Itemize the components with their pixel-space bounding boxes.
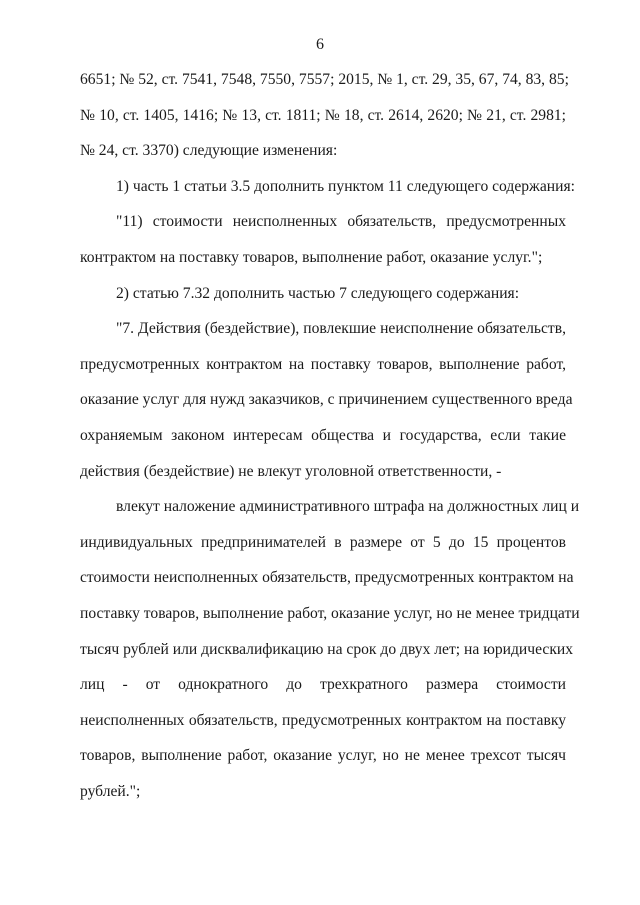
document-line: 6651; № 52, ст. 7541, 7548, 7550, 7557; 2015, № 1, ст. 29, 35, 67, 74, 83, 85; [80, 71, 569, 88]
document-line: предусмотренных контрактом на поставку товаров, выполнение работ, [80, 355, 566, 373]
document-line: тысяч рублей или дисквалификацию на срок до двух лет; на юридических [80, 640, 574, 658]
document-body [80, 68, 580, 815]
document-line: контрактом на поставку товаров, выполнение работ, оказание услуг."; [80, 248, 543, 266]
document-line: № 10, ст. 1405, 1416; № 13, ст. 1811; № 18, ст. 2614, 2620; № 21, ст. 2981; [80, 106, 566, 124]
document-line: влекут наложение административного штрафа на должностных лиц и [116, 498, 580, 516]
document-line: "7. Действия (бездействие), повлекшие неисполнение обязательств, [116, 320, 566, 338]
document-line: оказание услуг для нужд заказчиков, с причинением существенного вреда [80, 391, 573, 409]
document-line: стоимости неисполненных обязательств, предусмотренных контрактом на [80, 569, 574, 587]
document-line: рублей."; [80, 782, 141, 800]
document-line: индивидуальных предпринимателей в размере от 5 до 15 процентов [80, 533, 566, 551]
document-line: действия (бездействие) не влекут уголовной ответственности, - [80, 462, 502, 480]
document-line: № 24, ст. 3370) следующие изменения: [80, 142, 338, 160]
document-line: лиц - от однократного до трехкратного размера стоимости [80, 676, 566, 694]
document-line: охраняемым законом интересам общества и государства, если такие [80, 426, 566, 444]
document-line: товаров, выполнение работ, оказание услуг, но не менее трехсот тысяч [80, 747, 566, 765]
document-line: неисполненных обязательств, предусмотренных контрактом на поставку [80, 711, 566, 729]
page-number: 6 [316, 36, 324, 53]
document-line: 1) часть 1 статьи 3.5 дополнить пунктом 11 следующего содержания: [116, 177, 575, 195]
document-line: поставку товаров, выполнение работ, оказание услуг, но не менее тридцати [80, 604, 580, 622]
document-line: 2) статью 7.32 дополнить частью 7 следующего содержания: [116, 284, 520, 302]
document-line: "11) стоимости неисполненных обязательств, предусмотренных [116, 213, 566, 231]
